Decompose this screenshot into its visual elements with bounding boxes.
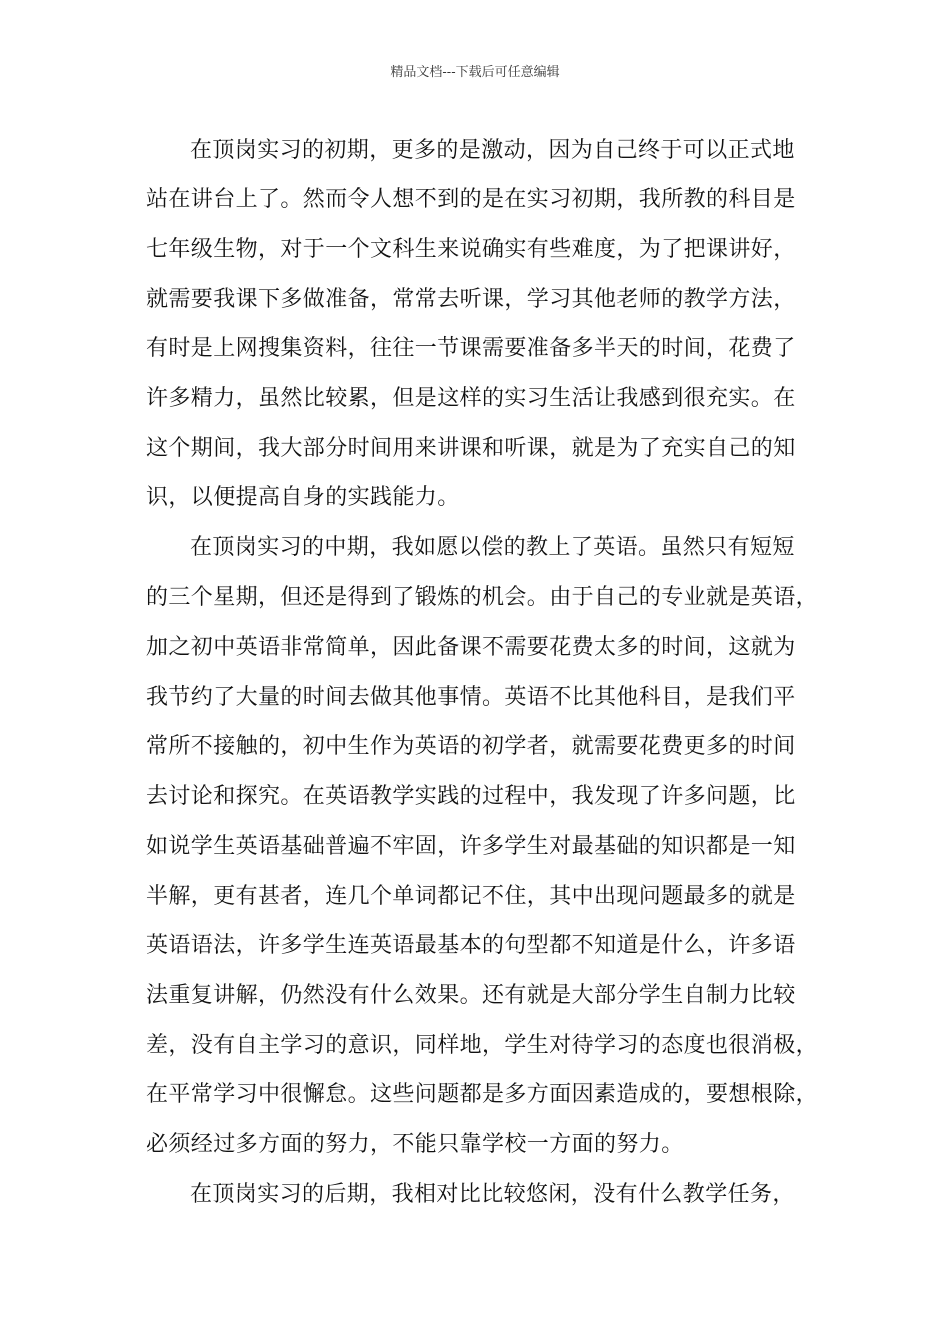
paragraph-2-line-13: 必须经过多方面的努力，不能只靠学校一方面的努力。: [146, 1132, 684, 1157]
paragraph-2-line-9: 英语语法，许多学生连英语最基本的句型都不知道是什么，许多语: [146, 933, 796, 958]
paragraph-2-line-3: 加之初中英语非常简单，因此备课不需要花费太多的时间，这就为: [146, 635, 796, 660]
paragraph-2-line-1: 在顶岗实习的中期，我如愿以偿的教上了英语。虽然只有短短: [190, 535, 795, 560]
paragraph-3-line-1: 在顶岗实习的后期，我相对比比较悠闲，没有什么教学任务，: [190, 1182, 795, 1207]
paragraph-1-line-3: 七年级生物，对于一个文科生来说确实有些难度，为了把课讲好，: [146, 237, 796, 262]
paragraph-1-line-6: 许多精力，虽然比较累，但是这样的实习生活让我感到很充实。在: [146, 386, 796, 411]
paragraph-1-line-4: 就需要我课下多做准备，常常去听课，学习其他老师的教学方法，: [146, 287, 796, 312]
paragraph-2-line-7: 如说学生英语基础普遍不牢固，许多学生对最基础的知识都是一知: [146, 834, 796, 859]
paragraph-2-line-8: 半解，更有甚者，连几个单词都记不住，其中出现问题最多的就是: [146, 884, 796, 909]
paragraph-2-line-11: 差，没有自主学习的意识，同样地，学生对待学习的态度也很消极，: [146, 1033, 819, 1058]
paragraph-2-line-2: 的三个星期，但还是得到了锻炼的机会。由于自己的专业就是英语，: [146, 585, 819, 610]
page-header: 精品文档---下载后可任意编辑: [390, 65, 560, 80]
paragraph-1-line-2: 站在讲台上了。然而令人想不到的是在实习初期，我所教的科目是: [146, 187, 796, 212]
paragraph-1-line-1: 在顶岗实习的初期，更多的是激动，因为自己终于可以正式地: [190, 138, 795, 163]
paragraph-1-line-8: 识，以便提高自身的实践能力。: [146, 485, 460, 510]
paragraph-2-line-10: 法重复讲解，仍然没有什么效果。还有就是大部分学生自制力比较: [146, 983, 796, 1008]
paragraph-1-line-7: 这个期间，我大部分时间用来讲课和听课，就是为了充实自己的知: [146, 436, 796, 461]
paragraph-2-line-5: 常所不接触的，初中生作为英语的初学者，就需要花费更多的时间: [146, 734, 796, 759]
paragraph-2-line-4: 我节约了大量的时间去做其他事情。英语不比其他科目，是我们平: [146, 685, 796, 710]
paragraph-2-line-12: 在平常学习中很懈怠。这些问题都是多方面因素造成的，要想根除，: [146, 1082, 819, 1107]
paragraph-1-line-5: 有时是上网搜集资料，往往一节课需要准备多半天的时间，花费了: [146, 336, 796, 361]
paragraph-2-line-6: 去讨论和探究。在英语教学实践的过程中，我发现了许多问题，比: [146, 784, 796, 809]
